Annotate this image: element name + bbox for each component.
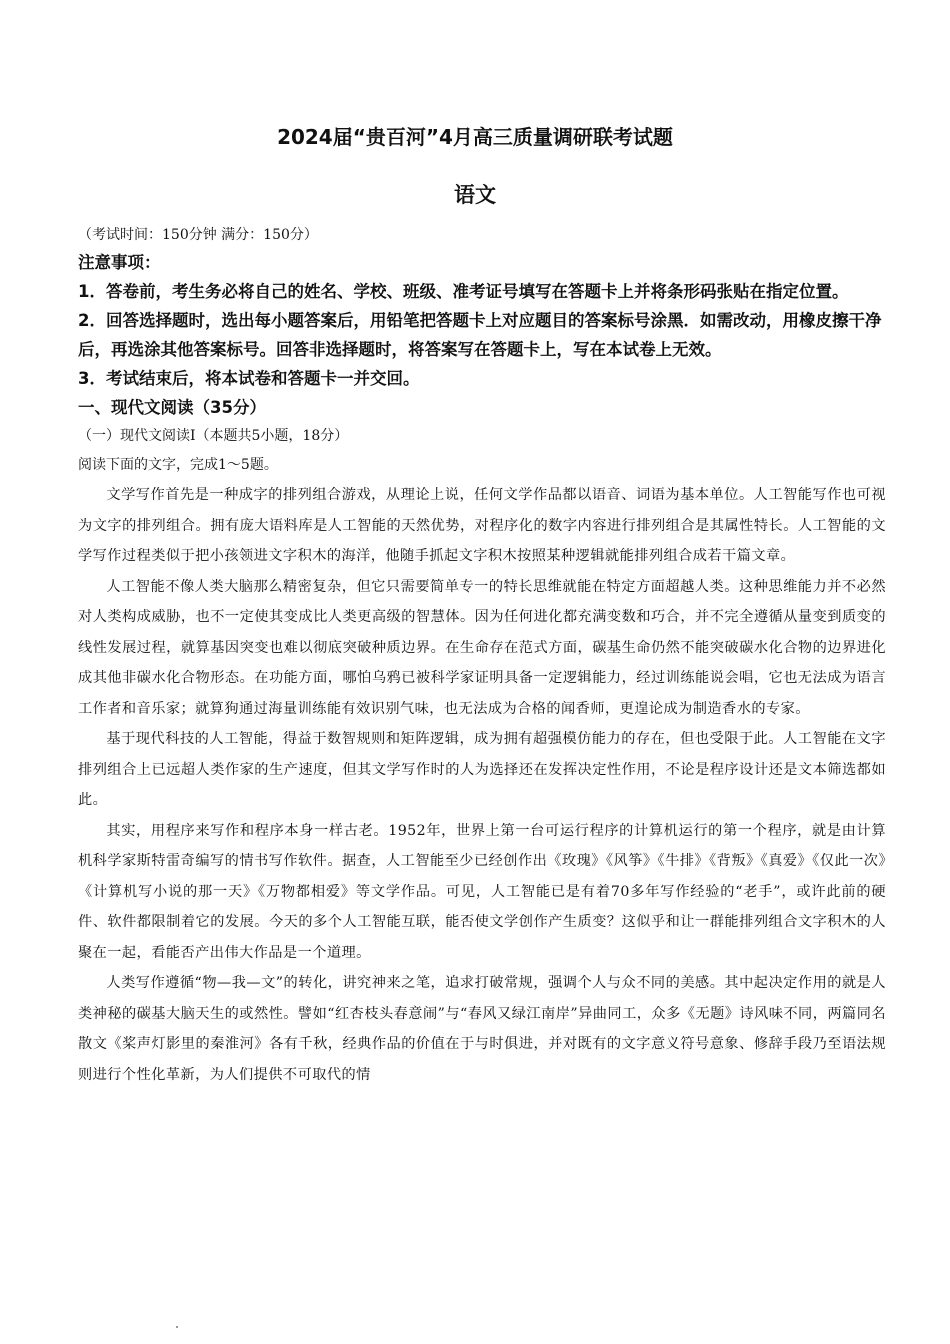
passage-paragraph-3: 基于现代科技的人工智能，得益于数智规则和矩阵逻辑，成为拥有超强模仿能力的存在，但也受限于此。人工智能在文字排列组合上已远超人类作家的生产速度，但其文学写作时的人为选择还在发挥决定性作用，不论是程序设计还是文本筛选都如此。 (78, 731, 886, 808)
passage-paragraph-1: 文学写作首先是一种成字的排列组合游戏，从理论上说，任何文学作品都以语音、词语为基本单位。人工智能写作也可视为文字的排列组合。拥有庞大语料库是人工智能的天然优势，对程序化的数字内容进行排列组合是其属性特长。人工智能的文学写作过程类似于把小孩领进文字积木的海洋，他随手抓起文字积木按照某种逻辑就能排列组合成若干篇文章。 (78, 487, 886, 564)
notes-heading: 注意事项： (78, 253, 161, 272)
note-item-3: 3．考试结束后，将本试卷和答题卡一并交回。 (78, 369, 420, 388)
subsection-title: （一）现代文阅读Ⅰ（本题共5小题，18分） (78, 428, 349, 444)
passage-paragraph-5: 人类写作遵循“物—我—文”的转化，讲究神来之笔，追求打破常规，强调个人与众不同的美感。其中起决定作用的就是人类神秘的碳基大脑天生的或然性。譬如“红杏枝头春意闹”与“春风又绿江南岸”异曲同工，众多《无题》诗风味不同，两篇同名散文《桨声灯影里的秦淮河》各有千秋，经典作品的价值在于与时俱进，并对既有的文字意义符号意象、修辞手段乃至语法规则进行个性化革新，为人们提供不可取代的情 (78, 975, 886, 1083)
passage-paragraph-2: 人工智能不像人类大脑那么精密复杂，但它只需要简单专一的特长思维就能在特定方面超越人类。这种思维能力并不必然对人类构成威胁，也不一定使其变成比人类更高级的智慧体。因为任何进化都充满变数和巧合，并不完全遵循从量变到质变的线性发展过程，就算基因突变也难以彻底突破种质边界。在生命存在范式方面，碳基生命仍然不能突破碳水化合物的边界进化成其他非碳水化合物形态。在功能方面，哪怕乌鸦已被科学家证明具备一定逻辑能力，经过训练能说会唱，它也无法成为语言工作者和音乐家；就算狗通过海量训练能有效识别气味，也无法成为合格的闻香师，更遑论成为制造香水的专家。 (78, 578, 886, 717)
note-item-1: 1．答卷前，考生务必将自己的姓名、学校、班级、准考证号填写在答题卡上并将条形码张贴在指定位置。 (78, 282, 849, 301)
exam-body (78, 224, 886, 1090)
subject-title: 语文 (454, 183, 496, 207)
exam-title: 2024届“贵百河”4月高三质量调研联考试题 (277, 125, 673, 149)
exam-info: （考试时间：150分钟 满分：150分） (78, 227, 318, 243)
note-item-2: 2．回答选择题时，选出每小题答案后，用铅笔把答题卡上对应题目的答案标号涂黑．如需改动，用橡皮擦干净后，再选涂其他答案标号。回答非选择题时，将答案写在答题卡上，写在本试卷上无效。 (78, 311, 882, 359)
reading-instruction: 阅读下面的文字，完成1～5题。 (78, 457, 278, 473)
footer-mark (176, 1326, 178, 1328)
passage-paragraph-4: 其实，用程序来写作和程序本身一样古老。1952年，世界上第一台可运行程序的计算机运行的第一个程序，就是由计算机科学家斯特雷奇编写的情书写作软件。据查，人工智能至少已经创作出《玫瑰》《风筝》《牛排》《背叛》《真爱》《仅此一次》《计算机写小说的那一天》《万物都相爱》等文学作品。可见，人工智能已是有着70多年写作经验的“老手”，或许此前的硬件、软件都限制着它的发展。今天的多个人工智能互联，能否使文学创作产生质变？这似乎和让一群能排列组合文字积木的人聚在一起，看能否产出伟大作品是一个道理。 (78, 822, 886, 961)
section-title: 一、现代文阅读（35分） (78, 398, 266, 417)
